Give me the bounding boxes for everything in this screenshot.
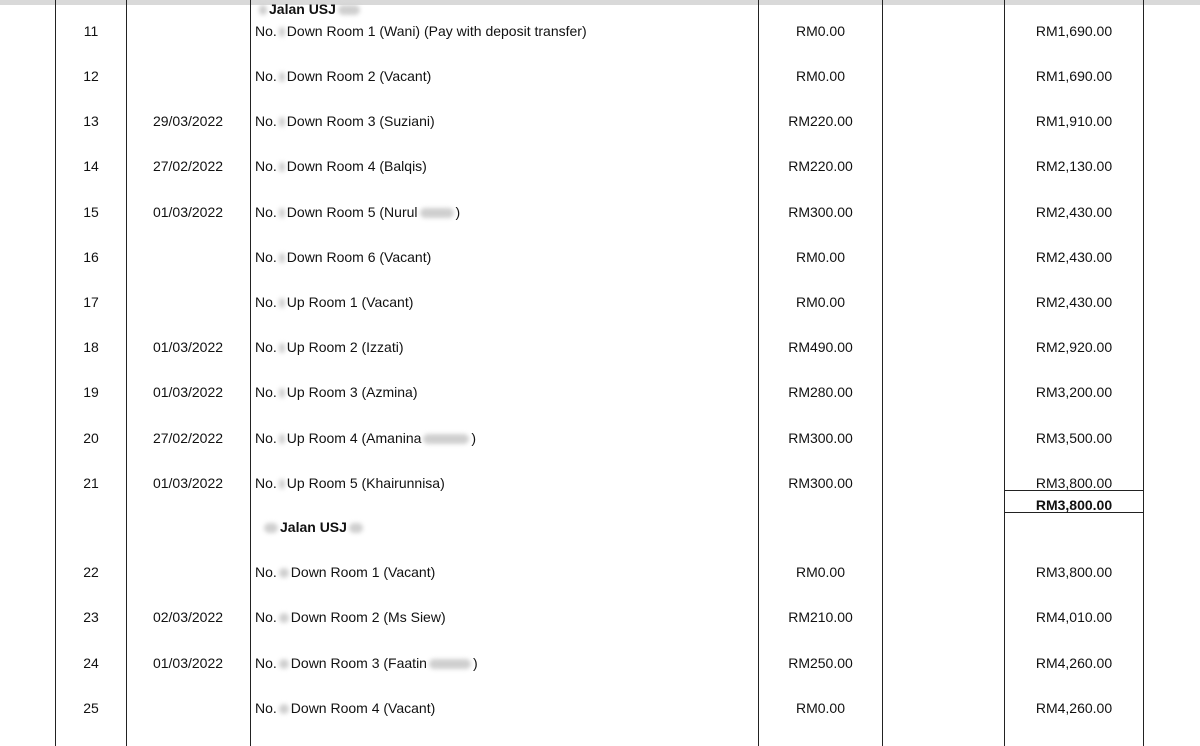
row-description	[255, 293, 413, 311]
redacted-text	[279, 613, 289, 623]
row-number: 13	[83, 113, 99, 129]
row-number: 21	[83, 475, 99, 491]
description-prefix: No.	[255, 430, 277, 446]
description-prefix: No.	[255, 339, 277, 355]
row-date: 01/03/2022	[152, 339, 224, 355]
redacted-text	[279, 704, 289, 714]
row-amount: RM0.00	[795, 249, 846, 265]
row-number: 23	[83, 609, 99, 625]
redacted-text	[279, 298, 285, 308]
description-text: Down Room 1 (Wani) (Pay with deposit transfer)	[286, 23, 587, 39]
section-heading: Jalan USJ	[262, 518, 365, 536]
description-prefix: No.	[255, 249, 277, 265]
row-amount: RM0.00	[795, 294, 846, 310]
row-description	[255, 22, 587, 40]
page-top-border	[0, 0, 1200, 5]
row-date: 29/03/2022	[152, 113, 224, 129]
row-balance: RM2,920.00	[1035, 339, 1113, 355]
section-heading: Jalan USJ	[257, 0, 362, 18]
row-number: 20	[83, 430, 99, 446]
row-date: 02/03/2022	[152, 609, 224, 625]
row-description	[255, 383, 418, 401]
row-amount: RM300.00	[788, 475, 853, 491]
row-number: 15	[83, 204, 99, 220]
row-description	[255, 429, 476, 447]
description-prefix: No.	[255, 475, 277, 491]
column-divider	[250, 0, 251, 746]
redacted-text	[279, 162, 285, 172]
description-text: Down Room 2 (Ms Siew)	[290, 609, 446, 625]
row-number: 19	[83, 384, 99, 400]
row-amount: RM250.00	[788, 655, 853, 671]
description-prefix: No.	[255, 204, 277, 220]
row-balance: RM3,800.00	[1035, 475, 1113, 491]
row-number: 24	[83, 655, 99, 671]
row-number: 22	[83, 564, 99, 580]
description-prefix: No.	[255, 700, 277, 716]
row-number: 14	[83, 158, 99, 174]
description-prefix: No.	[255, 384, 277, 400]
description-prefix: No.	[255, 68, 277, 84]
row-description	[255, 112, 435, 130]
redacted-text	[279, 117, 285, 127]
description-text: Down Room 5 (Nurul	[286, 204, 418, 220]
redacted-text	[264, 523, 278, 533]
description-text: Down Room 1 (Vacant)	[290, 564, 436, 580]
row-balance: RM4,260.00	[1035, 700, 1113, 716]
description-suffix: )	[472, 655, 478, 671]
description-text: Down Room 3 (Suziani)	[286, 113, 435, 129]
redacted-text	[279, 208, 285, 218]
row-balance: RM4,260.00	[1035, 655, 1113, 671]
row-date: 01/03/2022	[152, 204, 224, 220]
row-amount: RM0.00	[795, 68, 846, 84]
description-text: Up Room 3 (Azmina)	[286, 384, 418, 400]
row-balance: RM2,430.00	[1035, 294, 1113, 310]
row-description	[255, 563, 435, 581]
description-text: Up Room 2 (Izzati)	[286, 339, 404, 355]
redacted-text	[279, 27, 285, 37]
row-amount: RM210.00	[788, 609, 853, 625]
row-date: 01/03/2022	[152, 655, 224, 671]
description-suffix: )	[455, 204, 461, 220]
row-balance: RM2,430.00	[1035, 249, 1113, 265]
redacted-text	[279, 72, 285, 82]
row-balance: RM3,200.00	[1035, 384, 1113, 400]
redacted-text	[429, 659, 471, 669]
description-prefix: No.	[255, 23, 277, 39]
redacted-text	[279, 388, 285, 398]
row-description	[255, 157, 427, 175]
row-amount: RM220.00	[788, 113, 853, 129]
subtotal-value: RM3,800.00	[1035, 497, 1113, 513]
row-number: 25	[83, 700, 99, 716]
redacted-text	[259, 5, 267, 15]
row-balance: RM1,690.00	[1035, 23, 1113, 39]
row-amount: RM300.00	[788, 204, 853, 220]
row-amount: RM0.00	[795, 700, 846, 716]
row-number: 16	[83, 249, 99, 265]
description-prefix: No.	[255, 564, 277, 580]
row-description	[255, 699, 435, 717]
row-amount: RM220.00	[788, 158, 853, 174]
row-balance: RM3,800.00	[1035, 564, 1113, 580]
description-text: Down Room 4 (Balqis)	[286, 158, 427, 174]
description-text: Down Room 2 (Vacant)	[286, 68, 432, 84]
row-amount: RM300.00	[788, 430, 853, 446]
description-prefix: No.	[255, 609, 277, 625]
row-balance: RM1,910.00	[1035, 113, 1113, 129]
redacted-text	[420, 208, 454, 218]
row-description	[255, 203, 460, 221]
row-balance: RM3,500.00	[1035, 430, 1113, 446]
description-prefix: No.	[255, 158, 277, 174]
row-amount: RM0.00	[795, 23, 846, 39]
redacted-text	[279, 568, 289, 578]
description-text: Up Room 4 (Amanina	[286, 430, 422, 446]
redacted-text	[279, 479, 285, 489]
row-date: 01/03/2022	[152, 475, 224, 491]
redacted-text	[423, 434, 469, 444]
row-number: 17	[83, 294, 99, 310]
row-description	[255, 654, 478, 672]
redacted-text	[338, 5, 360, 15]
row-amount: RM280.00	[788, 384, 853, 400]
description-prefix: No.	[255, 294, 277, 310]
description-prefix: No.	[255, 655, 277, 671]
description-text: Down Room 4 (Vacant)	[290, 700, 436, 716]
description-text: Down Room 6 (Vacant)	[286, 249, 432, 265]
redacted-text	[349, 523, 363, 533]
redacted-text	[279, 434, 285, 444]
row-description	[255, 338, 404, 356]
row-description	[255, 67, 431, 85]
row-date: 01/03/2022	[152, 384, 224, 400]
redacted-text	[279, 343, 285, 353]
row-date: 27/02/2022	[152, 430, 224, 446]
row-balance: RM2,130.00	[1035, 158, 1113, 174]
description-suffix: )	[471, 430, 477, 446]
column-divider	[882, 0, 883, 746]
row-number: 18	[83, 339, 99, 355]
row-balance: RM1,690.00	[1035, 68, 1113, 84]
column-divider	[1143, 0, 1144, 746]
description-prefix: No.	[255, 113, 277, 129]
description-text: Down Room 3 (Faatin	[290, 655, 427, 671]
row-amount: RM490.00	[788, 339, 853, 355]
redacted-text	[279, 659, 289, 669]
row-balance: RM4,010.00	[1035, 609, 1113, 625]
row-amount: RM0.00	[795, 564, 846, 580]
description-text: Up Room 1 (Vacant)	[286, 294, 414, 310]
description-text: Up Room 5 (Khairunnisa)	[286, 475, 445, 491]
row-description	[255, 474, 445, 492]
row-description	[255, 248, 431, 266]
row-number: 11	[83, 23, 99, 39]
row-date: 27/02/2022	[152, 158, 224, 174]
row-number: 12	[83, 68, 99, 84]
redacted-text	[279, 253, 285, 263]
row-balance: RM2,430.00	[1035, 204, 1113, 220]
row-description	[255, 608, 446, 626]
